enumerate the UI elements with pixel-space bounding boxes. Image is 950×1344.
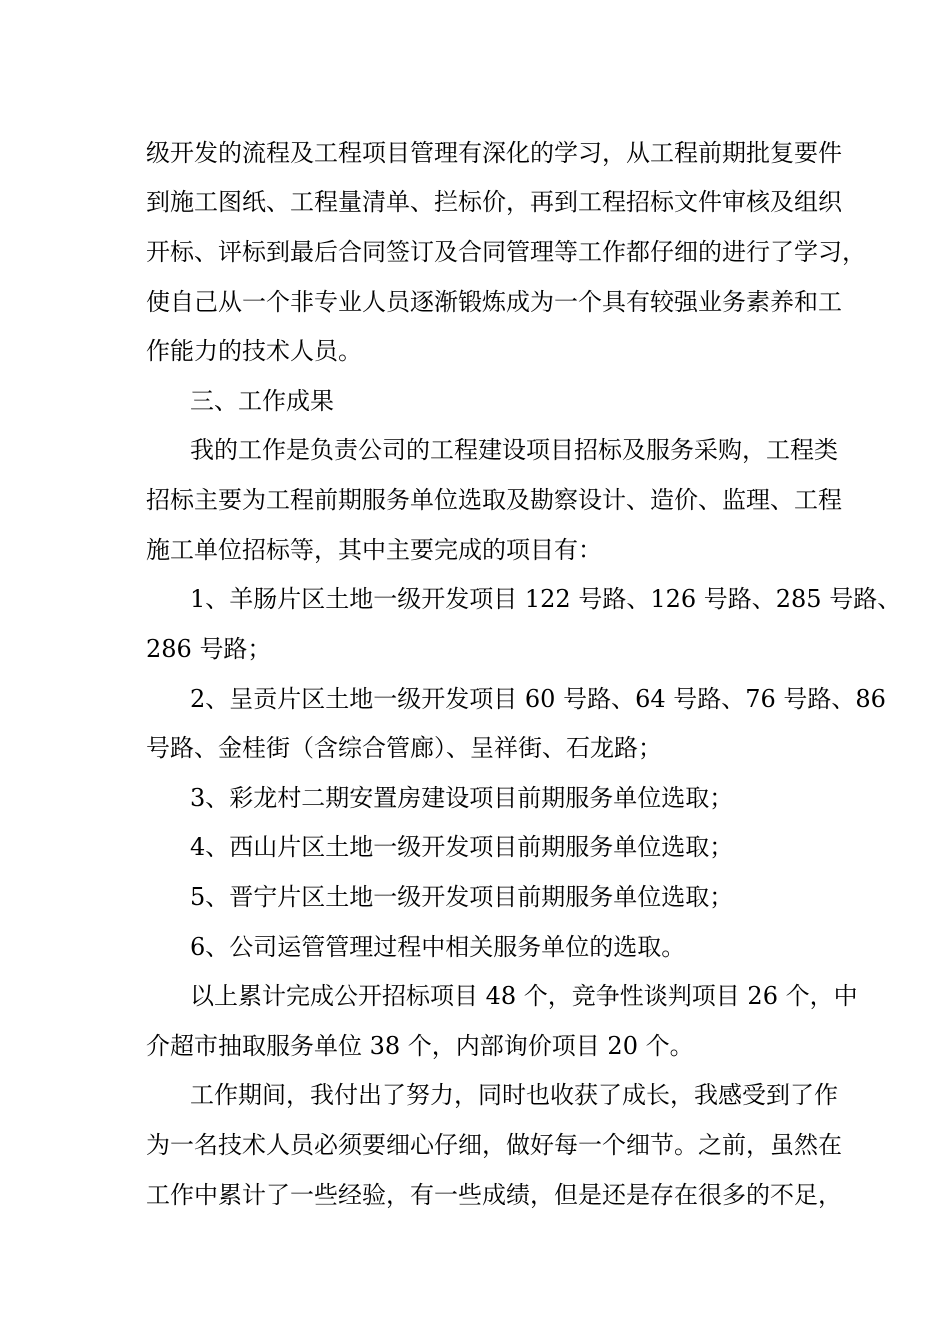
text-line-4: 使自己从一个非专业人员逐渐锻炼成为一个具有较强业务素养和工 (146, 288, 842, 316)
text-line-22: 工作中累计了一些经验，有一些成绩，但是还是存在很多的不足， (146, 1181, 842, 1209)
section-heading: 三、工作成果 (190, 387, 334, 415)
text-line-9: 施工单位招标等，其中主要完成的项目有： (146, 536, 602, 564)
text-line-18: 以上累计完成公开招标项目 48 个，竞争性谈判项目 26 个，中 (190, 982, 858, 1010)
list-item-1-line-1: 1、羊肠片区土地一级开发项目 122 号路、126 号路、285 号路、 (190, 585, 902, 613)
list-item-2-line-2: 号路、金桂街（含综合管廊）、呈祥街、石龙路； (146, 734, 662, 762)
text-line-5: 作能力的技术人员。 (146, 337, 362, 365)
list-item-4: 4、西山片区土地一级开发项目前期服务单位选取； (190, 833, 734, 861)
text-line-21: 为一名技术人员必须要细心仔细，做好每一个细节。之前，虽然在 (146, 1131, 842, 1159)
list-item-1-line-2: 286 号路； (146, 635, 272, 663)
text-line-19: 介超市抽取服务单位 38 个，内部询价项目 20 个。 (146, 1032, 694, 1060)
text-line-8: 招标主要为工程前期服务单位选取及勘察设计、造价、监理、工程 (146, 486, 842, 514)
text-line-20: 工作期间，我付出了努力，同时也收获了成长，我感受到了作 (190, 1081, 838, 1109)
list-item-5: 5、晋宁片区土地一级开发项目前期服务单位选取； (190, 883, 734, 911)
list-item-6: 6、公司运管管理过程中相关服务单位的选取。 (190, 933, 686, 961)
text-line-7: 我的工作是负责公司的工程建设项目招标及服务采购，工程类 (190, 436, 838, 464)
list-item-2-line-1: 2、呈贡片区土地一级开发项目 60 号路、64 号路、76 号路、86 (190, 685, 886, 713)
text-line-3: 开标、评标到最后合同签订及合同管理等工作都仔细的进行了学习， (146, 238, 866, 266)
list-item-3: 3、彩龙村二期安置房建设项目前期服务单位选取； (190, 784, 734, 812)
text-line-1: 级开发的流程及工程项目管理有深化的学习，从工程前期批复要件 (146, 139, 842, 167)
text-line-2: 到施工图纸、工程量清单、拦标价，再到工程招标文件审核及组织 (146, 188, 842, 216)
